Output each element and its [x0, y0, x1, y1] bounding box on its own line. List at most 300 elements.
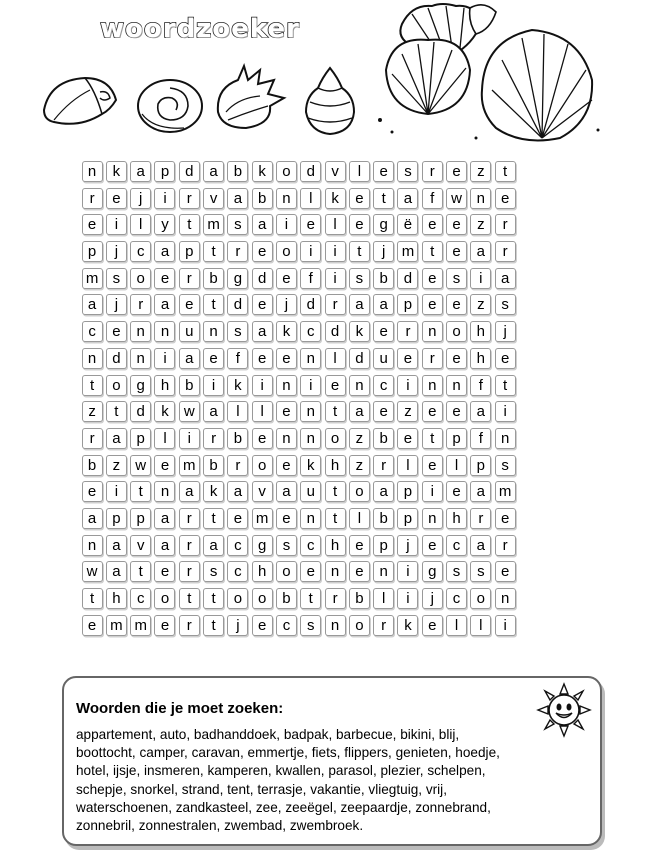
grid-cell[interactable]: i — [495, 615, 516, 636]
grid-cell[interactable]: n — [276, 188, 297, 209]
grid-cell[interactable]: a — [130, 161, 151, 182]
grid-cell[interactable]: d — [300, 161, 321, 182]
grid-cell[interactable]: t — [203, 294, 224, 315]
grid-cell[interactable]: e — [422, 268, 443, 289]
grid-cell[interactable]: e — [82, 615, 103, 636]
grid-cell[interactable]: e — [106, 188, 127, 209]
grid-cell[interactable]: m — [179, 455, 200, 476]
grid-cell[interactable]: r — [470, 508, 491, 529]
grid-cell[interactable]: e — [82, 481, 103, 502]
grid-cell[interactable]: t — [325, 401, 346, 422]
grid-cell[interactable]: u — [373, 348, 394, 369]
grid-cell[interactable]: i — [179, 428, 200, 449]
grid-cell[interactable]: i — [276, 214, 297, 235]
grid-cell[interactable]: r — [179, 268, 200, 289]
grid-cell[interactable]: f — [422, 188, 443, 209]
grid-cell[interactable]: n — [300, 348, 321, 369]
grid-cell[interactable]: d — [349, 348, 370, 369]
grid-cell[interactable]: g — [422, 561, 443, 582]
grid-cell[interactable]: p — [397, 481, 418, 502]
grid-cell[interactable]: n — [154, 481, 175, 502]
grid-cell[interactable]: b — [227, 428, 248, 449]
grid-cell[interactable]: e — [446, 294, 467, 315]
grid-cell[interactable]: i — [300, 375, 321, 396]
grid-cell[interactable]: e — [397, 348, 418, 369]
grid-cell[interactable]: n — [325, 561, 346, 582]
grid-cell[interactable]: p — [154, 161, 175, 182]
grid-cell[interactable]: c — [227, 561, 248, 582]
grid-cell[interactable]: a — [106, 428, 127, 449]
grid-cell[interactable]: z — [470, 214, 491, 235]
grid-cell[interactable]: a — [373, 481, 394, 502]
grid-cell[interactable]: n — [130, 348, 151, 369]
grid-cell[interactable]: h — [154, 375, 175, 396]
grid-cell[interactable]: a — [397, 188, 418, 209]
grid-cell[interactable]: s — [470, 561, 491, 582]
grid-cell[interactable]: t — [373, 188, 394, 209]
grid-cell[interactable]: e — [106, 321, 127, 342]
grid-cell[interactable]: t — [495, 375, 516, 396]
grid-cell[interactable]: m — [203, 214, 224, 235]
grid-cell[interactable]: t — [179, 588, 200, 609]
grid-cell[interactable]: e — [276, 268, 297, 289]
grid-cell[interactable]: o — [276, 241, 297, 262]
grid-cell[interactable]: n — [130, 321, 151, 342]
grid-cell[interactable]: d — [227, 294, 248, 315]
grid-cell[interactable]: d — [179, 161, 200, 182]
grid-cell[interactable]: a — [349, 401, 370, 422]
grid-cell[interactable]: e — [422, 294, 443, 315]
grid-cell[interactable]: a — [373, 294, 394, 315]
grid-cell[interactable]: w — [82, 561, 103, 582]
grid-cell[interactable]: p — [106, 508, 127, 529]
grid-cell[interactable]: a — [276, 481, 297, 502]
grid-cell[interactable]: r — [179, 615, 200, 636]
grid-cell[interactable]: t — [203, 588, 224, 609]
grid-cell[interactable]: r — [82, 188, 103, 209]
grid-cell[interactable]: e — [179, 294, 200, 315]
grid-cell[interactable]: u — [179, 321, 200, 342]
grid-cell[interactable]: a — [203, 401, 224, 422]
grid-cell[interactable]: o — [252, 455, 273, 476]
grid-cell[interactable]: e — [373, 161, 394, 182]
grid-cell[interactable]: r — [397, 321, 418, 342]
grid-cell[interactable]: r — [227, 241, 248, 262]
grid-cell[interactable]: t — [203, 508, 224, 529]
grid-cell[interactable]: d — [130, 401, 151, 422]
grid-cell[interactable]: e — [252, 294, 273, 315]
grid-cell[interactable]: o — [106, 375, 127, 396]
grid-cell[interactable]: p — [397, 508, 418, 529]
grid-cell[interactable]: o — [227, 588, 248, 609]
grid-cell[interactable]: j — [495, 321, 516, 342]
grid-cell[interactable]: g — [252, 535, 273, 556]
grid-cell[interactable]: e — [446, 241, 467, 262]
grid-cell[interactable]: n — [276, 428, 297, 449]
grid-cell[interactable]: h — [325, 455, 346, 476]
grid-cell[interactable]: t — [300, 588, 321, 609]
grid-cell[interactable]: n — [300, 401, 321, 422]
grid-cell[interactable]: b — [179, 375, 200, 396]
grid-cell[interactable]: p — [179, 241, 200, 262]
grid-cell[interactable]: j — [276, 294, 297, 315]
grid-cell[interactable]: f — [227, 348, 248, 369]
grid-cell[interactable]: a — [154, 241, 175, 262]
grid-cell[interactable]: i — [154, 348, 175, 369]
grid-cell[interactable]: e — [276, 508, 297, 529]
grid-cell[interactable]: v — [325, 161, 346, 182]
grid-cell[interactable]: e — [349, 535, 370, 556]
grid-cell[interactable]: p — [82, 241, 103, 262]
grid-cell[interactable]: c — [446, 588, 467, 609]
grid-cell[interactable]: l — [227, 401, 248, 422]
grid-cell[interactable]: e — [276, 401, 297, 422]
grid-cell[interactable]: f — [300, 268, 321, 289]
grid-cell[interactable]: j — [373, 241, 394, 262]
grid-cell[interactable]: r — [495, 535, 516, 556]
grid-cell[interactable]: e — [252, 241, 273, 262]
grid-cell[interactable]: e — [154, 455, 175, 476]
grid-cell[interactable]: r — [373, 455, 394, 476]
grid-cell[interactable]: i — [397, 561, 418, 582]
grid-cell[interactable]: i — [252, 375, 273, 396]
grid-cell[interactable]: e — [300, 214, 321, 235]
grid-cell[interactable]: t — [325, 481, 346, 502]
grid-cell[interactable]: s — [495, 294, 516, 315]
grid-cell[interactable]: k — [349, 321, 370, 342]
grid-cell[interactable]: e — [446, 348, 467, 369]
grid-cell[interactable]: o — [325, 428, 346, 449]
grid-cell[interactable]: n — [422, 508, 443, 529]
grid-cell[interactable]: i — [106, 481, 127, 502]
grid-cell[interactable]: n — [82, 535, 103, 556]
grid-cell[interactable]: e — [154, 615, 175, 636]
grid-cell[interactable]: a — [82, 294, 103, 315]
grid-cell[interactable]: b — [252, 188, 273, 209]
grid-cell[interactable]: e — [349, 214, 370, 235]
grid-cell[interactable]: p — [373, 535, 394, 556]
grid-cell[interactable]: b — [276, 588, 297, 609]
grid-cell[interactable]: b — [227, 161, 248, 182]
grid-cell[interactable]: b — [82, 455, 103, 476]
grid-cell[interactable]: i — [325, 268, 346, 289]
grid-cell[interactable]: w — [446, 188, 467, 209]
grid-cell[interactable]: e — [252, 348, 273, 369]
grid-cell[interactable]: e — [446, 214, 467, 235]
grid-cell[interactable]: d — [325, 321, 346, 342]
grid-cell[interactable]: l — [373, 588, 394, 609]
grid-cell[interactable]: t — [325, 508, 346, 529]
grid-cell[interactable]: s — [495, 455, 516, 476]
grid-cell[interactable]: n — [276, 375, 297, 396]
grid-cell[interactable]: ë — [397, 214, 418, 235]
grid-cell[interactable]: a — [470, 535, 491, 556]
grid-cell[interactable]: i — [300, 241, 321, 262]
grid-cell[interactable]: m — [130, 615, 151, 636]
grid-cell[interactable]: b — [373, 428, 394, 449]
grid-cell[interactable]: o — [252, 588, 273, 609]
grid-cell[interactable]: l — [349, 508, 370, 529]
grid-cell[interactable]: r — [325, 294, 346, 315]
grid-cell[interactable]: o — [446, 321, 467, 342]
grid-cell[interactable]: b — [203, 455, 224, 476]
grid-cell[interactable]: t — [422, 241, 443, 262]
grid-cell[interactable]: v — [203, 188, 224, 209]
grid-cell[interactable]: t — [349, 241, 370, 262]
grid-cell[interactable]: c — [276, 615, 297, 636]
grid-cell[interactable]: t — [179, 214, 200, 235]
grid-cell[interactable]: o — [130, 268, 151, 289]
grid-cell[interactable]: j — [106, 241, 127, 262]
grid-cell[interactable]: k — [154, 401, 175, 422]
grid-cell[interactable]: a — [227, 188, 248, 209]
grid-cell[interactable]: t — [203, 615, 224, 636]
grid-cell[interactable]: g — [227, 268, 248, 289]
grid-cell[interactable]: t — [495, 161, 516, 182]
grid-cell[interactable]: s — [446, 561, 467, 582]
grid-cell[interactable]: l — [300, 188, 321, 209]
grid-cell[interactable]: j — [106, 294, 127, 315]
grid-cell[interactable]: n — [325, 615, 346, 636]
grid-cell[interactable]: e — [422, 615, 443, 636]
grid-cell[interactable]: h — [252, 561, 273, 582]
grid-cell[interactable]: e — [349, 561, 370, 582]
grid-cell[interactable]: i — [470, 268, 491, 289]
grid-cell[interactable]: o — [470, 588, 491, 609]
grid-cell[interactable]: m — [252, 508, 273, 529]
grid-cell[interactable]: r — [179, 561, 200, 582]
grid-cell[interactable]: e — [154, 268, 175, 289]
grid-cell[interactable]: j — [422, 588, 443, 609]
grid-cell[interactable]: a — [203, 535, 224, 556]
grid-cell[interactable]: o — [276, 161, 297, 182]
grid-cell[interactable]: c — [130, 588, 151, 609]
grid-cell[interactable]: c — [300, 321, 321, 342]
grid-cell[interactable]: s — [106, 268, 127, 289]
grid-cell[interactable]: t — [106, 401, 127, 422]
grid-cell[interactable]: l — [252, 401, 273, 422]
grid-cell[interactable]: b — [373, 268, 394, 289]
grid-cell[interactable]: f — [470, 428, 491, 449]
grid-cell[interactable]: e — [276, 348, 297, 369]
grid-cell[interactable]: l — [325, 348, 346, 369]
grid-cell[interactable]: s — [227, 214, 248, 235]
grid-cell[interactable]: a — [470, 401, 491, 422]
grid-cell[interactable]: k — [252, 161, 273, 182]
grid-cell[interactable]: e — [252, 428, 273, 449]
grid-cell[interactable]: i — [325, 241, 346, 262]
grid-cell[interactable]: e — [495, 348, 516, 369]
grid-cell[interactable]: k — [397, 615, 418, 636]
grid-cell[interactable]: d — [397, 268, 418, 289]
grid-cell[interactable]: a — [252, 214, 273, 235]
grid-cell[interactable]: n — [422, 321, 443, 342]
grid-cell[interactable]: s — [397, 161, 418, 182]
grid-cell[interactable]: r — [373, 615, 394, 636]
grid-cell[interactable]: a — [470, 241, 491, 262]
grid-cell[interactable]: l — [325, 214, 346, 235]
grid-cell[interactable]: z — [106, 455, 127, 476]
grid-cell[interactable]: s — [300, 615, 321, 636]
grid-cell[interactable]: i — [154, 188, 175, 209]
grid-cell[interactable]: k — [106, 161, 127, 182]
grid-cell[interactable]: o — [154, 588, 175, 609]
grid-cell[interactable]: b — [203, 268, 224, 289]
grid-cell[interactable]: a — [82, 508, 103, 529]
grid-cell[interactable]: z — [349, 455, 370, 476]
grid-cell[interactable]: z — [470, 294, 491, 315]
grid-cell[interactable]: e — [446, 481, 467, 502]
grid-cell[interactable]: e — [495, 508, 516, 529]
grid-cell[interactable]: r — [325, 588, 346, 609]
grid-cell[interactable]: a — [106, 561, 127, 582]
grid-cell[interactable]: b — [349, 588, 370, 609]
grid-cell[interactable]: n — [422, 375, 443, 396]
grid-cell[interactable]: a — [252, 321, 273, 342]
grid-cell[interactable]: a — [470, 481, 491, 502]
grid-cell[interactable]: d — [300, 294, 321, 315]
grid-cell[interactable]: c — [130, 241, 151, 262]
grid-cell[interactable]: e — [82, 214, 103, 235]
grid-cell[interactable]: t — [130, 481, 151, 502]
grid-cell[interactable]: l — [154, 428, 175, 449]
grid-cell[interactable]: e — [300, 561, 321, 582]
grid-cell[interactable]: h — [470, 348, 491, 369]
grid-cell[interactable]: k — [325, 188, 346, 209]
grid-cell[interactable]: e — [203, 348, 224, 369]
grid-cell[interactable]: r — [179, 188, 200, 209]
grid-cell[interactable]: k — [203, 481, 224, 502]
grid-cell[interactable]: l — [470, 615, 491, 636]
grid-cell[interactable]: i — [397, 588, 418, 609]
grid-cell[interactable]: m — [82, 268, 103, 289]
grid-cell[interactable]: l — [130, 214, 151, 235]
grid-cell[interactable]: z — [349, 428, 370, 449]
grid-cell[interactable]: h — [470, 321, 491, 342]
grid-cell[interactable]: k — [227, 375, 248, 396]
grid-cell[interactable]: e — [422, 455, 443, 476]
grid-cell[interactable]: e — [276, 455, 297, 476]
grid-cell[interactable]: e — [446, 161, 467, 182]
grid-cell[interactable]: e — [252, 615, 273, 636]
grid-cell[interactable]: j — [130, 188, 151, 209]
grid-cell[interactable]: e — [325, 375, 346, 396]
grid-cell[interactable]: h — [446, 508, 467, 529]
grid-cell[interactable]: a — [106, 535, 127, 556]
grid-cell[interactable]: c — [300, 535, 321, 556]
grid-cell[interactable]: w — [179, 401, 200, 422]
grid-cell[interactable]: z — [470, 161, 491, 182]
grid-cell[interactable]: i — [397, 375, 418, 396]
grid-cell[interactable]: n — [495, 428, 516, 449]
grid-cell[interactable]: b — [373, 508, 394, 529]
grid-cell[interactable]: n — [470, 188, 491, 209]
grid-cell[interactable]: d — [106, 348, 127, 369]
grid-cell[interactable]: t — [130, 561, 151, 582]
grid-cell[interactable]: m — [106, 615, 127, 636]
grid-cell[interactable]: n — [349, 375, 370, 396]
grid-cell[interactable]: n — [300, 428, 321, 449]
grid-cell[interactable]: e — [495, 561, 516, 582]
grid-cell[interactable]: n — [82, 161, 103, 182]
grid-cell[interactable]: e — [349, 188, 370, 209]
grid-cell[interactable]: n — [373, 561, 394, 582]
grid-cell[interactable]: s — [203, 561, 224, 582]
grid-cell[interactable]: t — [203, 241, 224, 262]
grid-cell[interactable]: e — [227, 508, 248, 529]
grid-cell[interactable]: n — [154, 321, 175, 342]
grid-cell[interactable]: e — [422, 401, 443, 422]
grid-cell[interactable]: t — [82, 375, 103, 396]
grid-cell[interactable]: r — [203, 428, 224, 449]
grid-cell[interactable]: m — [397, 241, 418, 262]
grid-cell[interactable]: g — [130, 375, 151, 396]
grid-cell[interactable]: m — [495, 481, 516, 502]
grid-cell[interactable]: k — [276, 321, 297, 342]
grid-cell[interactable]: p — [130, 428, 151, 449]
grid-cell[interactable]: z — [82, 401, 103, 422]
grid-cell[interactable]: a — [154, 508, 175, 529]
grid-cell[interactable]: n — [446, 375, 467, 396]
grid-cell[interactable]: i — [422, 481, 443, 502]
grid-cell[interactable]: e — [373, 321, 394, 342]
grid-cell[interactable]: n — [82, 348, 103, 369]
grid-cell[interactable]: a — [349, 294, 370, 315]
grid-cell[interactable]: v — [130, 535, 151, 556]
grid-cell[interactable]: c — [82, 321, 103, 342]
grid-cell[interactable]: n — [495, 588, 516, 609]
grid-cell[interactable]: a — [495, 268, 516, 289]
grid-cell[interactable]: n — [203, 321, 224, 342]
grid-cell[interactable]: e — [397, 428, 418, 449]
grid-cell[interactable]: l — [349, 161, 370, 182]
grid-cell[interactable]: a — [227, 481, 248, 502]
grid-cell[interactable]: w — [130, 455, 151, 476]
grid-cell[interactable]: r — [179, 508, 200, 529]
grid-cell[interactable]: u — [300, 481, 321, 502]
grid-cell[interactable]: o — [276, 561, 297, 582]
grid-cell[interactable]: p — [470, 455, 491, 476]
grid-cell[interactable]: r — [82, 428, 103, 449]
grid-cell[interactable]: e — [422, 214, 443, 235]
grid-cell[interactable]: p — [446, 428, 467, 449]
grid-cell[interactable]: p — [397, 294, 418, 315]
grid-cell[interactable]: h — [106, 588, 127, 609]
grid-cell[interactable]: a — [179, 481, 200, 502]
grid-cell[interactable]: o — [349, 481, 370, 502]
grid-cell[interactable]: a — [154, 535, 175, 556]
grid-cell[interactable]: a — [154, 294, 175, 315]
grid-cell[interactable]: c — [373, 375, 394, 396]
grid-cell[interactable]: o — [349, 615, 370, 636]
grid-cell[interactable]: t — [422, 428, 443, 449]
grid-cell[interactable]: s — [349, 268, 370, 289]
grid-cell[interactable]: i — [106, 214, 127, 235]
grid-cell[interactable]: e — [446, 401, 467, 422]
grid-cell[interactable]: r — [179, 535, 200, 556]
grid-cell[interactable]: j — [227, 615, 248, 636]
grid-cell[interactable]: s — [276, 535, 297, 556]
grid-cell[interactable]: e — [154, 561, 175, 582]
grid-cell[interactable]: c — [446, 535, 467, 556]
grid-cell[interactable]: g — [373, 214, 394, 235]
grid-cell[interactable]: z — [397, 401, 418, 422]
grid-cell[interactable]: f — [470, 375, 491, 396]
grid-cell[interactable]: r — [422, 348, 443, 369]
grid-cell[interactable]: i — [203, 375, 224, 396]
grid-cell[interactable]: e — [422, 535, 443, 556]
grid-cell[interactable]: i — [495, 401, 516, 422]
